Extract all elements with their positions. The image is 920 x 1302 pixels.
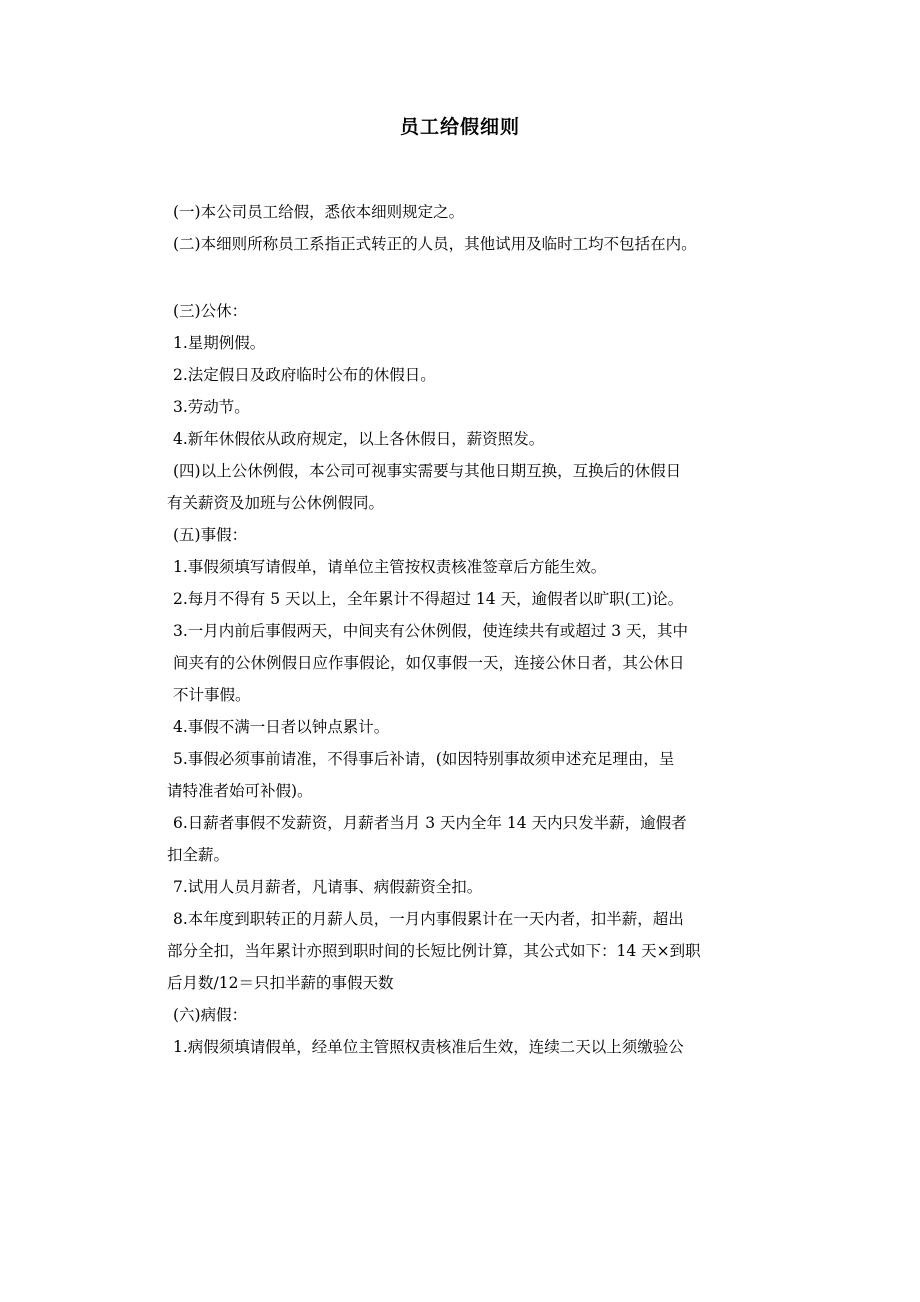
list-item-continuation: 请特准者始可补假)。	[167, 782, 313, 800]
list-item: 1.事假须填写请假单，请单位主管按权责核准签章后方能生效。	[173, 558, 607, 576]
paragraph-spacer	[173, 260, 787, 295]
list-item: 1.病假须填请假单，经单位主管照权责核准后生效，连续二天以上须缴验公	[173, 1038, 684, 1056]
list-item: 3.一月内前后事假两天，中间夹有公休例假，使连续共有或超过 3 天，其中	[173, 622, 689, 640]
paragraph-1: (一)本公司员工给假，悉依本细则规定之。	[173, 203, 465, 221]
list-item-continuation: 后月数/12＝只扣半薪的事假天数	[167, 974, 394, 992]
list-item-continuation: 间夹有的公休例假日应作事假论，如仅事假一天，连接公休日者，其公休日	[173, 654, 685, 672]
section-heading-public-holidays: (三)公休：	[173, 302, 248, 320]
list-item: 4.新年休假依从政府规定，以上各休假日，薪资照发。	[173, 430, 545, 448]
list-item: 2.法定假日及政府临时公布的休假日。	[173, 366, 436, 384]
list-item: 4.事假不满一日者以钟点累计。	[173, 718, 390, 736]
list-item: 6.日薪者事假不发薪资，月薪者当月 3 天内全年 14 天内只发半薪，逾假者	[173, 814, 687, 832]
paragraph-4: (四)以上公休例假，本公司可视事实需要与其他日期互换，互换后的休假日	[173, 462, 682, 480]
document-body	[167, 196, 787, 1063]
list-item-continuation: 扣全薪。	[167, 846, 230, 864]
list-item-continuation: 部分全扣，当年累计亦照到职时间的长短比例计算，其公式如下：14 天×到职	[167, 942, 701, 960]
paragraph-continuation: 有关薪资及加班与公休例假同。	[167, 494, 385, 512]
list-item: 7.试用人员月薪者，凡请事、病假薪资全扣。	[173, 878, 483, 896]
paragraph-2: (二)本细则所称员工系指正式转正的人员，其他试用及临时工均不包括在内。	[173, 235, 697, 253]
section-heading-sick-leave: (六)病假：	[173, 1006, 248, 1024]
section-heading-personal-leave: (五)事假：	[173, 526, 248, 544]
list-item: 5.事假必须事前请准，不得事后补请，(如因特别事故须申述充足理由，呈	[173, 750, 675, 768]
document-title: 员工给假细则	[399, 116, 520, 138]
list-item: 3.劳动节。	[173, 398, 250, 416]
list-item: 8.本年度到职转正的月薪人员，一月内事假累计在一天内者，扣半薪，超出	[173, 910, 684, 928]
list-item: 2.每月不得有 5 天以上，全年累计不得超过 14 天，逾假者以旷职(工)论。	[173, 590, 684, 608]
list-item-continuation: 不计事假。	[173, 686, 251, 704]
list-item: 1.星期例假。	[173, 334, 266, 352]
